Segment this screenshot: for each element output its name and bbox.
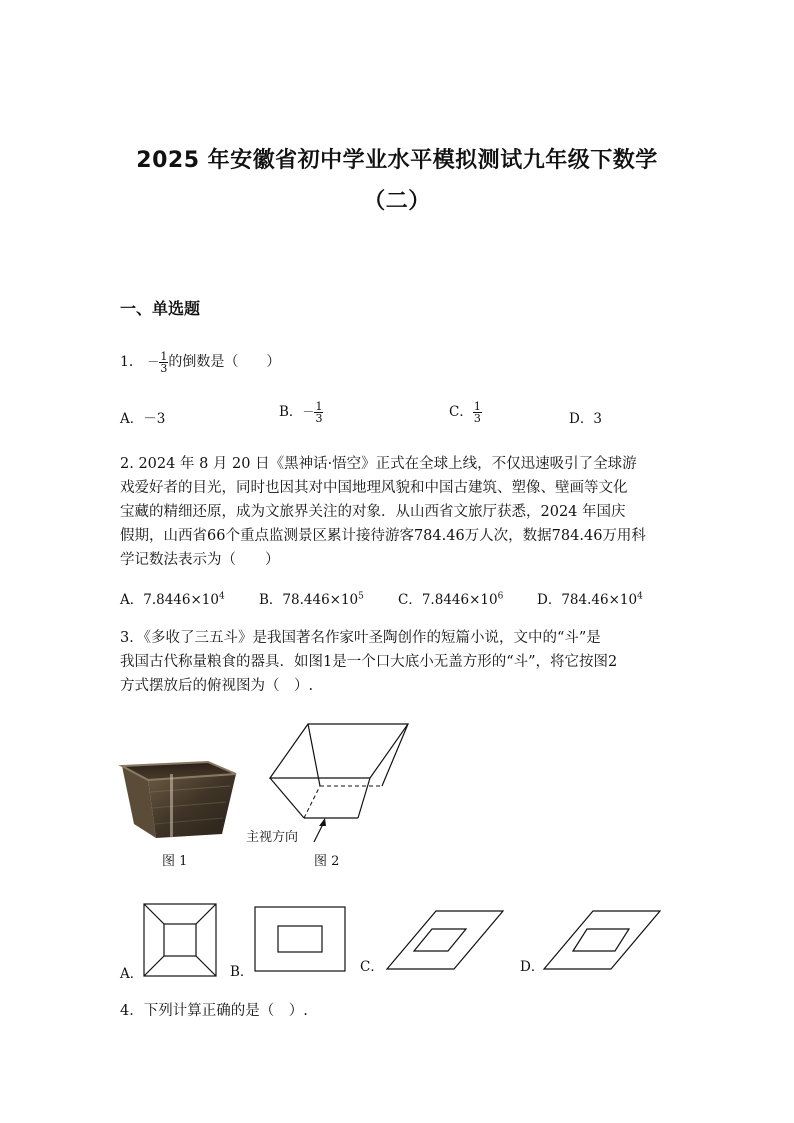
- option-a-figure: [143, 903, 217, 977]
- option-c: C．: [360, 959, 384, 975]
- figure-2-caption: 图 2: [314, 854, 340, 869]
- option-a: [120, 407, 165, 427]
- minus-sign: －: [302, 405, 315, 419]
- fraction-denominator: 3: [473, 412, 481, 425]
- option-a: A．: [120, 966, 144, 982]
- option-value: 78.446×10: [282, 592, 359, 608]
- option-c: [398, 588, 503, 608]
- question-4: 4．下列计算正确的是（ ）.: [120, 1003, 308, 1019]
- option-c-figure: [386, 910, 504, 970]
- option-exponent: 4: [218, 591, 225, 602]
- dou-front-side: [148, 774, 236, 838]
- option-c: [449, 400, 482, 424]
- option-b-figure: [254, 906, 346, 972]
- option-value: 3: [593, 411, 602, 427]
- question-2-line-1: 2. 2024 年 8 月 20 日《黑神话·悟空》正式在全球上线，不仅迅速吸引了全球游: [120, 456, 637, 472]
- option-label: C．: [449, 404, 473, 420]
- question-3-line-3: 方式摆放后的俯视图为（ ）.: [120, 678, 314, 694]
- option-d: D．: [520, 959, 545, 975]
- page-title: 2025 年安徽省初中学业水平模拟测试九年级下数学: [136, 148, 658, 173]
- question-number: 1．: [120, 354, 143, 370]
- option-b: [259, 588, 364, 608]
- fraction-numerator: 1: [160, 349, 168, 363]
- option-d: [569, 407, 602, 427]
- option-value: 784.46×10: [561, 592, 638, 608]
- option-value: －3: [143, 411, 166, 427]
- question-2-line-5: 学记数法表示为（ ）: [120, 552, 280, 568]
- option-value: 7.8446×10: [421, 592, 498, 608]
- figure-1-caption: 图 1: [162, 854, 188, 869]
- dou-photo-figure: [118, 752, 240, 844]
- option-label: C．: [398, 592, 422, 608]
- option-d-figure: [543, 910, 661, 970]
- option-exponent: 6: [497, 591, 504, 602]
- option-b: B．: [230, 964, 254, 980]
- option-label: D．: [537, 592, 562, 608]
- option-a: [120, 588, 225, 608]
- question-2-line-4: 假期，山西省66个重点监测景区累计接待游客784.46万人次，数据784.46万用科: [120, 528, 646, 544]
- question-text: 的倒数是（ ）: [168, 354, 281, 370]
- option-exponent: 5: [358, 591, 364, 602]
- question-2-line-3: 宝藏的精细还原，成为文旅界关注的对象．从山西省文旅厅获悉，2024 年国庆: [120, 504, 626, 520]
- question-3-line-2: 我国古代称量粮食的器具．如图1是一个口大底小无盖方形的“斗”，将它按图2: [120, 654, 618, 670]
- fraction-numerator: 1: [473, 400, 481, 413]
- option-label: A．: [120, 411, 144, 427]
- option-exponent: 4: [637, 591, 643, 602]
- fraction-denominator: 3: [315, 412, 323, 425]
- option-b: [279, 400, 323, 424]
- minus-sign: －: [147, 355, 160, 369]
- option-label: D．: [569, 411, 594, 427]
- fraction-numerator: 1: [315, 400, 323, 413]
- question-1: [120, 350, 280, 374]
- question-3-line-1: 3．《多收了三五斗》是我国著名作家叶圣陶创作的短篇小说，文中的“斗”是: [120, 630, 601, 646]
- fraction: [314, 401, 323, 424]
- fraction-denominator: 3: [160, 361, 168, 375]
- page-subtitle: （二）: [363, 189, 431, 214]
- question-2-line-2: 戏爱好者的目光，同时也因其对中国地理风貌和中国古建筑、塑像、壁画等文化: [120, 480, 628, 496]
- fraction: [473, 401, 482, 424]
- section-heading: 一、单选题: [120, 299, 201, 318]
- option-label: B．: [279, 404, 303, 420]
- option-d: [537, 588, 643, 608]
- option-value: 7.8446×10: [143, 592, 219, 608]
- option-label: A．: [120, 592, 144, 608]
- view-direction-label: 主视方向: [246, 830, 299, 845]
- option-label: B．: [259, 592, 283, 608]
